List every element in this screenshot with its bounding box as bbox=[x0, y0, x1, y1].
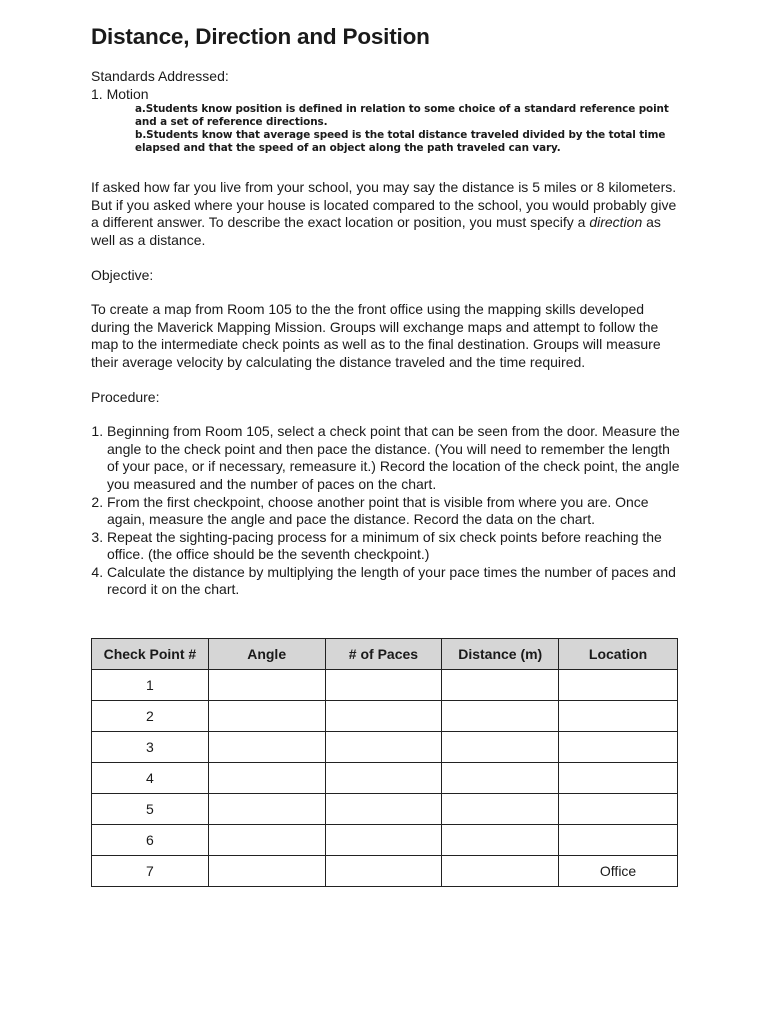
procedure-list bbox=[91, 423, 681, 599]
table-row bbox=[92, 701, 678, 732]
cell-location[interactable] bbox=[559, 670, 678, 701]
standards-heading: Standards Addressed: bbox=[91, 68, 229, 84]
cell-check-point: 4 bbox=[92, 763, 209, 794]
standards-item-label: 1. Motion bbox=[91, 85, 149, 102]
cell-angle[interactable] bbox=[208, 794, 325, 825]
cell-paces[interactable] bbox=[325, 825, 442, 856]
header-check-point: Check Point # bbox=[92, 639, 209, 670]
worksheet-page bbox=[91, 22, 681, 599]
cell-paces[interactable] bbox=[325, 794, 442, 825]
cell-check-point: 2 bbox=[92, 701, 209, 732]
cell-check-point: 7 bbox=[92, 856, 209, 887]
header-location: Location bbox=[559, 639, 678, 670]
table-header-row bbox=[92, 639, 678, 670]
cell-distance[interactable] bbox=[442, 794, 559, 825]
cell-location[interactable] bbox=[559, 794, 678, 825]
cell-paces[interactable] bbox=[325, 856, 442, 887]
cell-paces[interactable] bbox=[325, 701, 442, 732]
cell-location[interactable] bbox=[559, 763, 678, 794]
cell-distance[interactable] bbox=[442, 825, 559, 856]
procedure-step: 3. Repeat the sighting-pacing process for a minimum of six check points before reaching the office. (the office should be the seventh checkpoint.) bbox=[107, 529, 681, 564]
cell-location[interactable] bbox=[559, 701, 678, 732]
cell-distance[interactable] bbox=[442, 670, 559, 701]
cell-angle[interactable] bbox=[208, 763, 325, 794]
cell-distance[interactable] bbox=[442, 763, 559, 794]
cell-angle[interactable] bbox=[208, 701, 325, 732]
table-row bbox=[92, 670, 678, 701]
intro-text-before: If asked how far you live from your school, you may say the distance is 5 miles or 8 kilometers. But if you asked where your house is located compared to the school, you would probably give a different answer. To describe the exact location or position, you must specify a bbox=[91, 179, 677, 231]
table-row bbox=[92, 856, 678, 887]
cell-check-point: 6 bbox=[92, 825, 209, 856]
cell-distance[interactable] bbox=[442, 732, 559, 763]
cell-paces[interactable] bbox=[325, 763, 442, 794]
cell-check-point: 5 bbox=[92, 794, 209, 825]
checkpoint-table bbox=[91, 638, 678, 887]
standards-subitems bbox=[135, 103, 681, 155]
cell-angle[interactable] bbox=[208, 856, 325, 887]
procedure-step: 2. From the first checkpoint, choose another point that is visible from where you are. Once again, measure the angle and pace the distance. Record the data on the chart. bbox=[107, 494, 681, 529]
header-angle: Angle bbox=[208, 639, 325, 670]
objective-text: To create a map from Room 105 to the the front office using the mapping skills developed during the Maverick Mapping Mission. Groups will exchange maps and attempt to follow the map to the intermediate check points as well as to the final destination. Groups will measure their average velocity by calculating the distance traveled and the time required. bbox=[91, 301, 661, 370]
table-row bbox=[92, 825, 678, 856]
table-row bbox=[92, 794, 678, 825]
cell-angle[interactable] bbox=[208, 670, 325, 701]
standard-sub-a: a.Students know position is defined in relation to some choice of a standard reference point and a set of reference directions. bbox=[135, 103, 669, 129]
intro-emphasis: direction bbox=[589, 214, 643, 231]
standard-sub-b: b.Students know that average speed is the total distance traveled divided by the total time elapsed and that the speed of an object along the path traveled can vary. bbox=[135, 129, 666, 155]
procedure-step: 4. Calculate the distance by multiplying the length of your pace times the number of paces and record it on the chart. bbox=[107, 564, 681, 599]
cell-check-point: 1 bbox=[92, 670, 209, 701]
procedure-heading: Procedure: bbox=[91, 388, 160, 405]
table-row bbox=[92, 763, 678, 794]
cell-paces[interactable] bbox=[325, 732, 442, 763]
cell-paces[interactable] bbox=[325, 670, 442, 701]
table-row bbox=[92, 732, 678, 763]
cell-location[interactable] bbox=[559, 732, 678, 763]
cell-angle[interactable] bbox=[208, 825, 325, 856]
intro-text-after: as well as a distance. bbox=[91, 214, 661, 248]
header-distance: Distance (m) bbox=[442, 639, 559, 670]
objective-heading: Objective: bbox=[91, 266, 154, 283]
cell-location[interactable] bbox=[559, 825, 678, 856]
procedure-step: 1. Beginning from Room 105, select a check point that can be seen from the door. Measure the angle to the check point and then pace the distance. (You will need to remember the length of your pace, or if necessary, remeasure it.) Record the location of the check point, the angle you measured and the number of paces on the chart. bbox=[107, 423, 681, 493]
page-title: Distance, Direction and Position bbox=[91, 24, 430, 49]
cell-distance[interactable] bbox=[442, 701, 559, 732]
cell-angle[interactable] bbox=[208, 732, 325, 763]
cell-distance[interactable] bbox=[442, 856, 559, 887]
cell-check-point: 3 bbox=[92, 732, 209, 763]
header-paces: # of Paces bbox=[325, 639, 442, 670]
intro-paragraph bbox=[91, 179, 681, 249]
cell-location[interactable]: Office bbox=[559, 856, 678, 887]
